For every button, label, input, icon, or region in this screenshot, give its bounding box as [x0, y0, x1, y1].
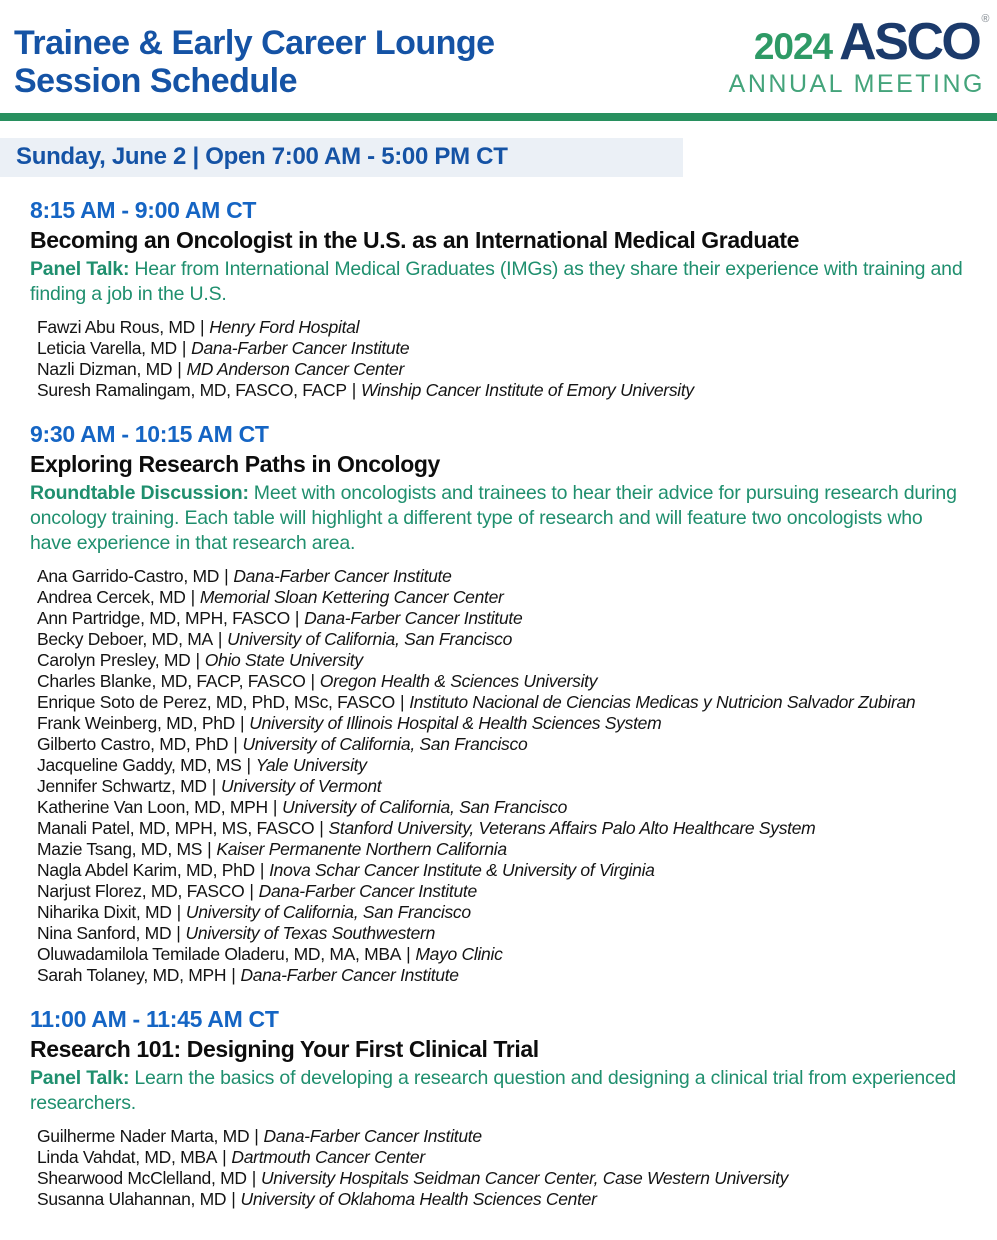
- speaker-separator: |: [224, 566, 229, 586]
- speaker-affiliation: Stanford University, Veterans Affairs Palo Alto Healthcare System: [328, 818, 816, 838]
- speaker-row: [37, 839, 967, 860]
- speaker-name: Linda Vahdat, MD, MBA: [37, 1147, 218, 1167]
- page-title-line2: Session Schedule: [14, 62, 297, 101]
- speaker-row: [37, 713, 967, 734]
- speaker-name: Jennifer Schwartz, MD: [37, 776, 207, 796]
- speaker-affiliation: Dana-Farber Cancer Institute: [191, 338, 410, 358]
- speaker-row: [37, 692, 967, 713]
- session-format-label: Panel Talk:: [30, 1067, 130, 1089]
- session-description: [30, 257, 967, 307]
- speaker-affiliation: Dana-Farber Cancer Institute: [263, 1126, 482, 1146]
- speaker-separator: |: [200, 317, 205, 337]
- speaker-row: [37, 629, 967, 650]
- speaker-separator: |: [406, 944, 411, 964]
- speaker-name: Nazli Dizman, MD: [37, 359, 173, 379]
- speaker-name: Gilberto Castro, MD, PhD: [37, 734, 229, 754]
- speaker-affiliation: Dana-Farber Cancer Institute: [304, 608, 523, 628]
- speaker-affiliation: Mayo Clinic: [415, 944, 503, 964]
- speaker-row: [37, 902, 967, 923]
- speaker-list: [37, 566, 967, 986]
- speaker-row: [37, 566, 967, 587]
- speaker-separator: |: [310, 671, 315, 691]
- session-description: [30, 481, 967, 556]
- speaker-affiliation: Memorial Sloan Kettering Cancer Center: [199, 587, 504, 607]
- logo-top-row: [729, 13, 987, 71]
- logo-year: 2024: [753, 26, 833, 67]
- speaker-name: Fawzi Abu Rous, MD: [37, 317, 195, 337]
- speaker-name: Carolyn Presley, MD: [37, 650, 191, 670]
- speaker-separator: |: [272, 797, 278, 817]
- speaker-name: Oluwadamilola Temilade Oladeru, MD, MA, MBA: [37, 944, 402, 964]
- speaker-name: Shearwood McClelland, MD: [37, 1168, 247, 1188]
- speaker-separator: |: [190, 587, 195, 607]
- day-banner: Sunday, June 2 | Open 7:00 AM - 5:00 PM CT: [0, 138, 683, 177]
- speaker-name: Becky Deboer, MD, MA: [37, 629, 213, 649]
- speaker-row: [37, 359, 967, 380]
- speaker-affiliation: University of California, San Francisco: [185, 902, 471, 922]
- speaker-row: [37, 923, 967, 944]
- speaker-separator: |: [399, 692, 405, 712]
- speaker-separator: |: [195, 650, 200, 670]
- speaker-row: [37, 1126, 967, 1147]
- speaker-row: [37, 1168, 967, 1189]
- speaker-affiliation: Dana-Farber Cancer Institute: [258, 881, 477, 901]
- speaker-separator: |: [176, 923, 181, 943]
- registered-trademark-icon: ®: [981, 13, 987, 25]
- speaker-name: Leticia Varella, MD: [37, 338, 177, 358]
- speaker-separator: |: [231, 1189, 236, 1209]
- speaker-affiliation: Dartmouth Cancer Center: [231, 1147, 425, 1167]
- asco-annual-meeting-logo: [728, 13, 987, 99]
- speaker-row: [37, 1147, 967, 1168]
- speaker-affiliation: Kaiser Permanente Northern California: [216, 839, 507, 859]
- session: [30, 421, 967, 986]
- speaker-row: [37, 755, 967, 776]
- speaker-separator: |: [319, 818, 324, 838]
- speaker-separator: |: [259, 860, 265, 880]
- speaker-name: Katherine Van Loon, MD, MPH: [37, 797, 268, 817]
- speaker-name: Guilherme Nader Marta, MD: [37, 1126, 250, 1146]
- speaker-name: Nina Sanford, MD: [37, 923, 172, 943]
- speaker-name: Manali Patel, MD, MPH, MS, FASCO: [37, 818, 315, 838]
- speaker-separator: |: [211, 776, 216, 796]
- speaker-separator: |: [294, 608, 300, 628]
- speaker-separator: |: [249, 881, 254, 901]
- speaker-row: [37, 650, 967, 671]
- speaker-affiliation: University of Texas Southwestern: [185, 923, 436, 943]
- logo-asco-wordmark: [839, 13, 987, 71]
- speaker-affiliation: Henry Ford Hospital: [209, 317, 360, 337]
- speaker-separator: |: [254, 1126, 259, 1146]
- speaker-affiliation: University of California, San Francisco: [227, 629, 513, 649]
- speaker-affiliation: Oregon Health & Sciences University: [319, 671, 598, 691]
- green-divider: [0, 113, 997, 121]
- session-time: 9:30 AM - 10:15 AM CT: [30, 421, 269, 447]
- speaker-row: [37, 965, 967, 986]
- speaker-row: [37, 671, 967, 692]
- speaker-affiliation: Dana-Farber Cancer Institute: [240, 965, 459, 985]
- speaker-list: [37, 1126, 967, 1210]
- session-title: Research 101: Designing Your First Clinical Trial: [30, 1036, 539, 1062]
- session-description-text: Hear from International Medical Graduates (IMGs) as they share their experience with training and finding a job in the U.S.: [30, 258, 963, 305]
- speaker-name: Ann Partridge, MD, MPH, FASCO: [37, 608, 290, 628]
- session-description-text: Learn the basics of developing a research question and designing a clinical trial from experienced researchers.: [30, 1067, 956, 1114]
- speaker-separator: |: [246, 755, 251, 775]
- speaker-name: Charles Blanke, MD, FACP, FASCO: [37, 671, 306, 691]
- speaker-separator: |: [231, 965, 236, 985]
- speaker-affiliation: University of California, San Francisco: [282, 797, 568, 817]
- speaker-name: Suresh Ramalingam, MD, FASCO, FACP: [37, 380, 347, 400]
- session-description: [30, 1066, 967, 1116]
- speaker-separator: |: [207, 839, 212, 859]
- session-format-label: Roundtable Discussion:: [30, 482, 249, 504]
- speaker-separator: |: [181, 338, 187, 358]
- speaker-affiliation: MD Anderson Cancer Center: [186, 359, 404, 379]
- speaker-row: [37, 380, 967, 401]
- speaker-row: [37, 317, 967, 338]
- speaker-separator: |: [177, 359, 182, 379]
- speaker-affiliation: Instituto Nacional de Ciencias Medicas y Nutricion Salvador Zubiran: [409, 692, 916, 712]
- speaker-row: [37, 860, 967, 881]
- schedule: [0, 197, 997, 1240]
- speaker-affiliation: University of Illinois Hospital & Health Sciences System: [249, 713, 662, 733]
- speaker-affiliation: University of Oklahoma Health Sciences Center: [240, 1189, 597, 1209]
- speaker-affiliation: Yale University: [255, 755, 367, 775]
- logo-asco-text: ASCO: [839, 13, 980, 71]
- speaker-row: [37, 587, 967, 608]
- speaker-row: [37, 608, 967, 629]
- speaker-row: [37, 776, 967, 797]
- session-title: Exploring Research Paths in Oncology: [30, 451, 440, 477]
- page-header: [0, 0, 997, 113]
- speaker-name: Jacqueline Gaddy, MD, MS: [37, 755, 242, 775]
- speaker-row: [37, 338, 967, 359]
- speaker-separator: |: [239, 713, 245, 733]
- speaker-row: [37, 881, 967, 902]
- session-time: 8:15 AM - 9:00 AM CT: [30, 197, 257, 223]
- speaker-row: [37, 1189, 967, 1210]
- speaker-separator: |: [233, 734, 238, 754]
- session-time: 11:00 AM - 11:45 AM CT: [30, 1006, 279, 1032]
- speaker-affiliation: University Hospitals Seidman Cancer Center, Case Western University: [260, 1168, 789, 1188]
- speaker-affiliation: University of Vermont: [220, 776, 382, 796]
- page-title-line1: Trainee & Early Career Lounge: [14, 24, 495, 62]
- logo-subtitle: ANNUAL MEETING: [728, 70, 985, 98]
- speaker-name: Mazie Tsang, MD, MS: [37, 839, 203, 859]
- speaker-name: Ana Garrido-Castro, MD: [37, 566, 220, 586]
- speaker-name: Nagla Abdel Karim, MD, PhD: [37, 860, 255, 880]
- speaker-list: [37, 317, 967, 401]
- speaker-affiliation: Winship Cancer Institute of Emory University: [361, 380, 694, 400]
- speaker-separator: |: [351, 380, 357, 400]
- speaker-name: Narjust Florez, MD, FASCO: [37, 881, 245, 901]
- speaker-row: [37, 944, 967, 965]
- speaker-name: Frank Weinberg, MD, PhD: [37, 713, 235, 733]
- speaker-name: Enrique Soto de Perez, MD, PhD, MSc, FASCO: [37, 692, 395, 712]
- speaker-separator: |: [251, 1168, 256, 1188]
- speaker-separator: |: [222, 1147, 227, 1167]
- speaker-row: [37, 797, 967, 818]
- session: [30, 197, 967, 401]
- session: [30, 1006, 967, 1210]
- speaker-name: Niharika Dixit, MD: [37, 902, 172, 922]
- speaker-affiliation: Ohio State University: [204, 650, 363, 670]
- speaker-name: Susanna Ulahannan, MD: [37, 1189, 227, 1209]
- speaker-separator: |: [176, 902, 181, 922]
- speaker-row: [37, 734, 967, 755]
- speaker-name: Sarah Tolaney, MD, MPH: [37, 965, 227, 985]
- speaker-affiliation: University of California, San Francisco: [242, 734, 528, 754]
- speaker-affiliation: Dana-Farber Cancer Institute: [233, 566, 452, 586]
- speaker-row: [37, 818, 967, 839]
- session-description-text: Meet with oncologists and trainees to hear their advice for pursuing research during oncology training. Each table will highlight a different type of research and will feature two oncologists who have experience in that research area.: [30, 482, 957, 554]
- session-format-label: Panel Talk:: [30, 258, 130, 280]
- speaker-name: Andrea Cercek, MD: [37, 587, 186, 607]
- session-title: Becoming an Oncologist in the U.S. as an International Medical Graduate: [30, 227, 800, 253]
- speaker-separator: |: [217, 629, 223, 649]
- speaker-affiliation: Inova Schar Cancer Institute & University of Virginia: [269, 860, 655, 880]
